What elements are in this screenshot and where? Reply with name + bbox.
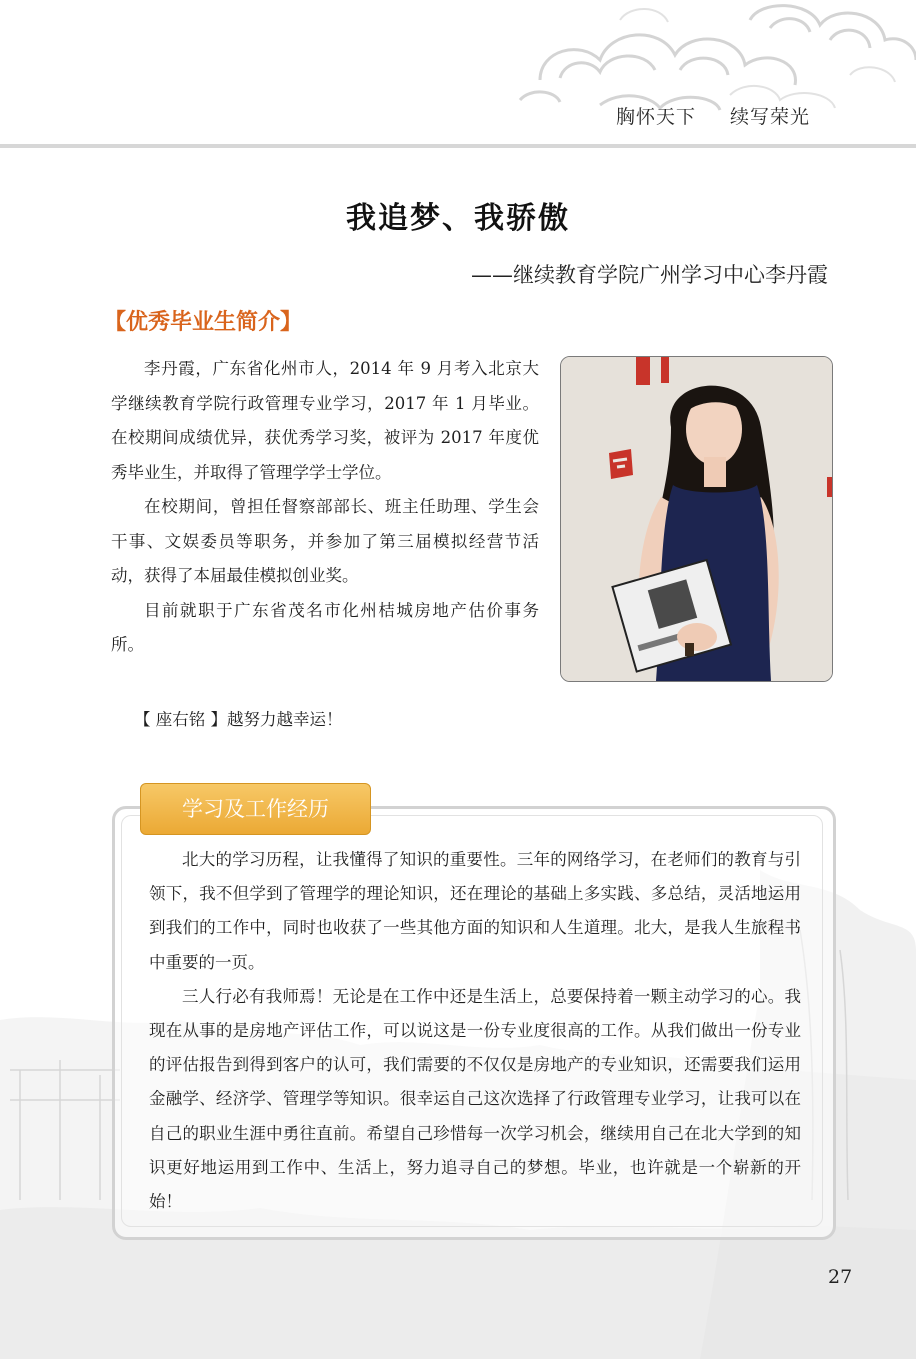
page-number: 27 bbox=[828, 1266, 853, 1288]
slogan-part-2: 续写荣光 bbox=[730, 106, 811, 128]
experience-text bbox=[149, 843, 801, 1219]
experience-paragraph: 三人行必有我师焉！无论是在工作中还是生活上，总要保持着一颗主动学习的心。我现在从事的是房地产评估工作，可以说这是一份专业度很高的工作。从我们做出一份专业的评估报告到得到客户的认可，我们需要的不仅仅是房地产的专业知识，还需要我们运用金融学、经济学、管理学等知识。很幸运自己这次选择了行政管理专业学习，让我可以在自己的职业生涯中勇往直前。希望自己珍惜每一次学习机会，继续用自己在北大学到的知识更好地运用到工作中、生活上，努力追寻自己的梦想。毕业，也许就是一个崭新的开始！ bbox=[149, 986, 801, 1212]
motto: 【 座右铭 】越努力越幸运！ bbox=[134, 710, 343, 729]
experience-paragraph: 北大的学习历程，让我懂得了知识的重要性。三年的网络学习，在老师们的教育与引领下，我不但学到了管理学的理论知识，还在理论的基础上多实践、多总结，灵活地运用到我们的工作中，同时也收获了一些其他方面的知识和人生道理。北大，是我人生旅程书中重要的一页。 bbox=[149, 850, 801, 972]
header-divider bbox=[0, 144, 916, 148]
graduate-portrait bbox=[560, 356, 833, 682]
intro-paragraph: 在校期间，曾担任督察部部长、班主任助理、学生会干事、文娱委员等职务，并参加了第三届模拟经营节活动，获得了本届最佳模拟创业奖。 bbox=[111, 497, 539, 585]
portrait-image bbox=[561, 357, 832, 681]
slogan-part-1: 胸怀天下 bbox=[616, 106, 697, 128]
intro-paragraph: 李丹霞，广东省化州市人，2014 年 9 月考入北京大学继续教育学院行政管理专业学习，2017 年 1 月毕业。在校期间成绩优异，获优秀学习奖，被评为 2017 年度优秀毕业生，并取得了管理学学士学位。 bbox=[111, 359, 539, 482]
intro-text bbox=[111, 352, 539, 663]
header-slogan bbox=[616, 102, 844, 129]
intro-heading: 【优秀毕业生简介】 bbox=[104, 310, 303, 335]
article-byline: ——继续教育学院广州学习中心李丹霞 bbox=[471, 263, 828, 287]
experience-tab: 学习及工作经历 bbox=[140, 783, 371, 835]
article-title: 我追梦、我骄傲 bbox=[346, 201, 570, 236]
intro-paragraph: 目前就职于广东省茂名市化州桔城房地产估价事务所。 bbox=[111, 600, 539, 654]
